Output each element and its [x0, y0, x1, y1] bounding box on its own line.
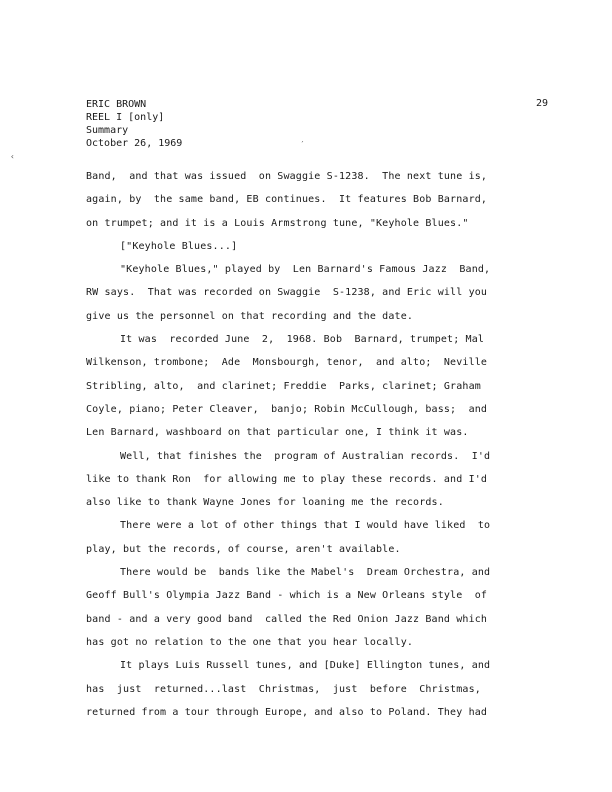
- transcript-line: It was recorded June 2, 1968. Bob Barnard, trumpet; Mal: [120, 334, 485, 346]
- transcript-line: like to thank Ron for allowing me to play these records. and I'd: [86, 473, 488, 485]
- transcript-body: [86, 165, 556, 724]
- transcript-line: band - and a very good band called the Red Onion Jazz Band which: [86, 613, 488, 625]
- pen-tick-mark: ′: [300, 140, 305, 149]
- transcript-line: on trumpet; and it is a Louis Armstrong tune, "Keyhole Blues.": [86, 217, 469, 229]
- header-date: October 26, 1969: [86, 138, 183, 149]
- transcript-line: There were a lot of other things that I would have liked to: [120, 520, 491, 532]
- transcript-line: Len Barnard, washboard on that particular one, I think it was.: [86, 427, 469, 439]
- transcript-line: Stribling, alto, and clarinet; Freddie Parks, clarinet; Graham: [86, 380, 481, 392]
- transcript-line: has got no relation to the one that you hear locally.: [86, 636, 414, 648]
- header-interviewee: ERIC BROWN: [86, 99, 147, 110]
- transcript-line: has just returned...last Christmas, just before Christmas,: [86, 683, 481, 695]
- scan-mark: ‹: [10, 152, 15, 161]
- transcript-line: give us the personnel on that recording and the date.: [86, 310, 414, 322]
- transcript-line: RW says. That was recorded on Swaggie S-1238, and Eric will you: [86, 287, 488, 299]
- transcript-line: Coyle, piano; Peter Cleaver, banjo; Robin McCullough, bass; and: [86, 403, 488, 415]
- transcript-line: It plays Luis Russell tunes, and [Duke] Ellington tunes, and: [120, 660, 491, 672]
- transcript-line: There would be bands like the Mabel's Dream Orchestra, and: [120, 567, 491, 579]
- header-reel: REEL I [only]: [86, 112, 165, 123]
- transcript-line: Band, and that was issued on Swaggie S-1238. The next tune is,: [86, 171, 488, 182]
- transcript-line: ["Keyhole Blues...]: [120, 240, 238, 252]
- transcript-line: play, but the records, of course, aren't available.: [86, 543, 401, 555]
- transcript-line: again, by the same band, EB continues. It features Bob Barnard,: [86, 194, 488, 206]
- transcript-line: Well, that finishes the program of Australian records. I'd: [120, 450, 491, 462]
- transcript-line: "Keyhole Blues," played by Len Barnard's Famous Jazz Band,: [120, 264, 491, 276]
- transcript-line: Wilkenson, trombone; Ade Monsbourgh, tenor, and alto; Neville: [86, 357, 488, 369]
- transcript-line: also like to thank Wayne Jones for loaning me the records.: [86, 497, 444, 509]
- page-number: 29: [536, 98, 549, 109]
- transcript-line: Geoff Bull's Olympia Jazz Band - which is a New Orleans style of: [86, 590, 488, 602]
- transcript-line: returned from a tour through Europe, and also to Poland. They had: [86, 706, 488, 718]
- document-header: [86, 98, 182, 150]
- header-doc-type: Summary: [86, 125, 129, 136]
